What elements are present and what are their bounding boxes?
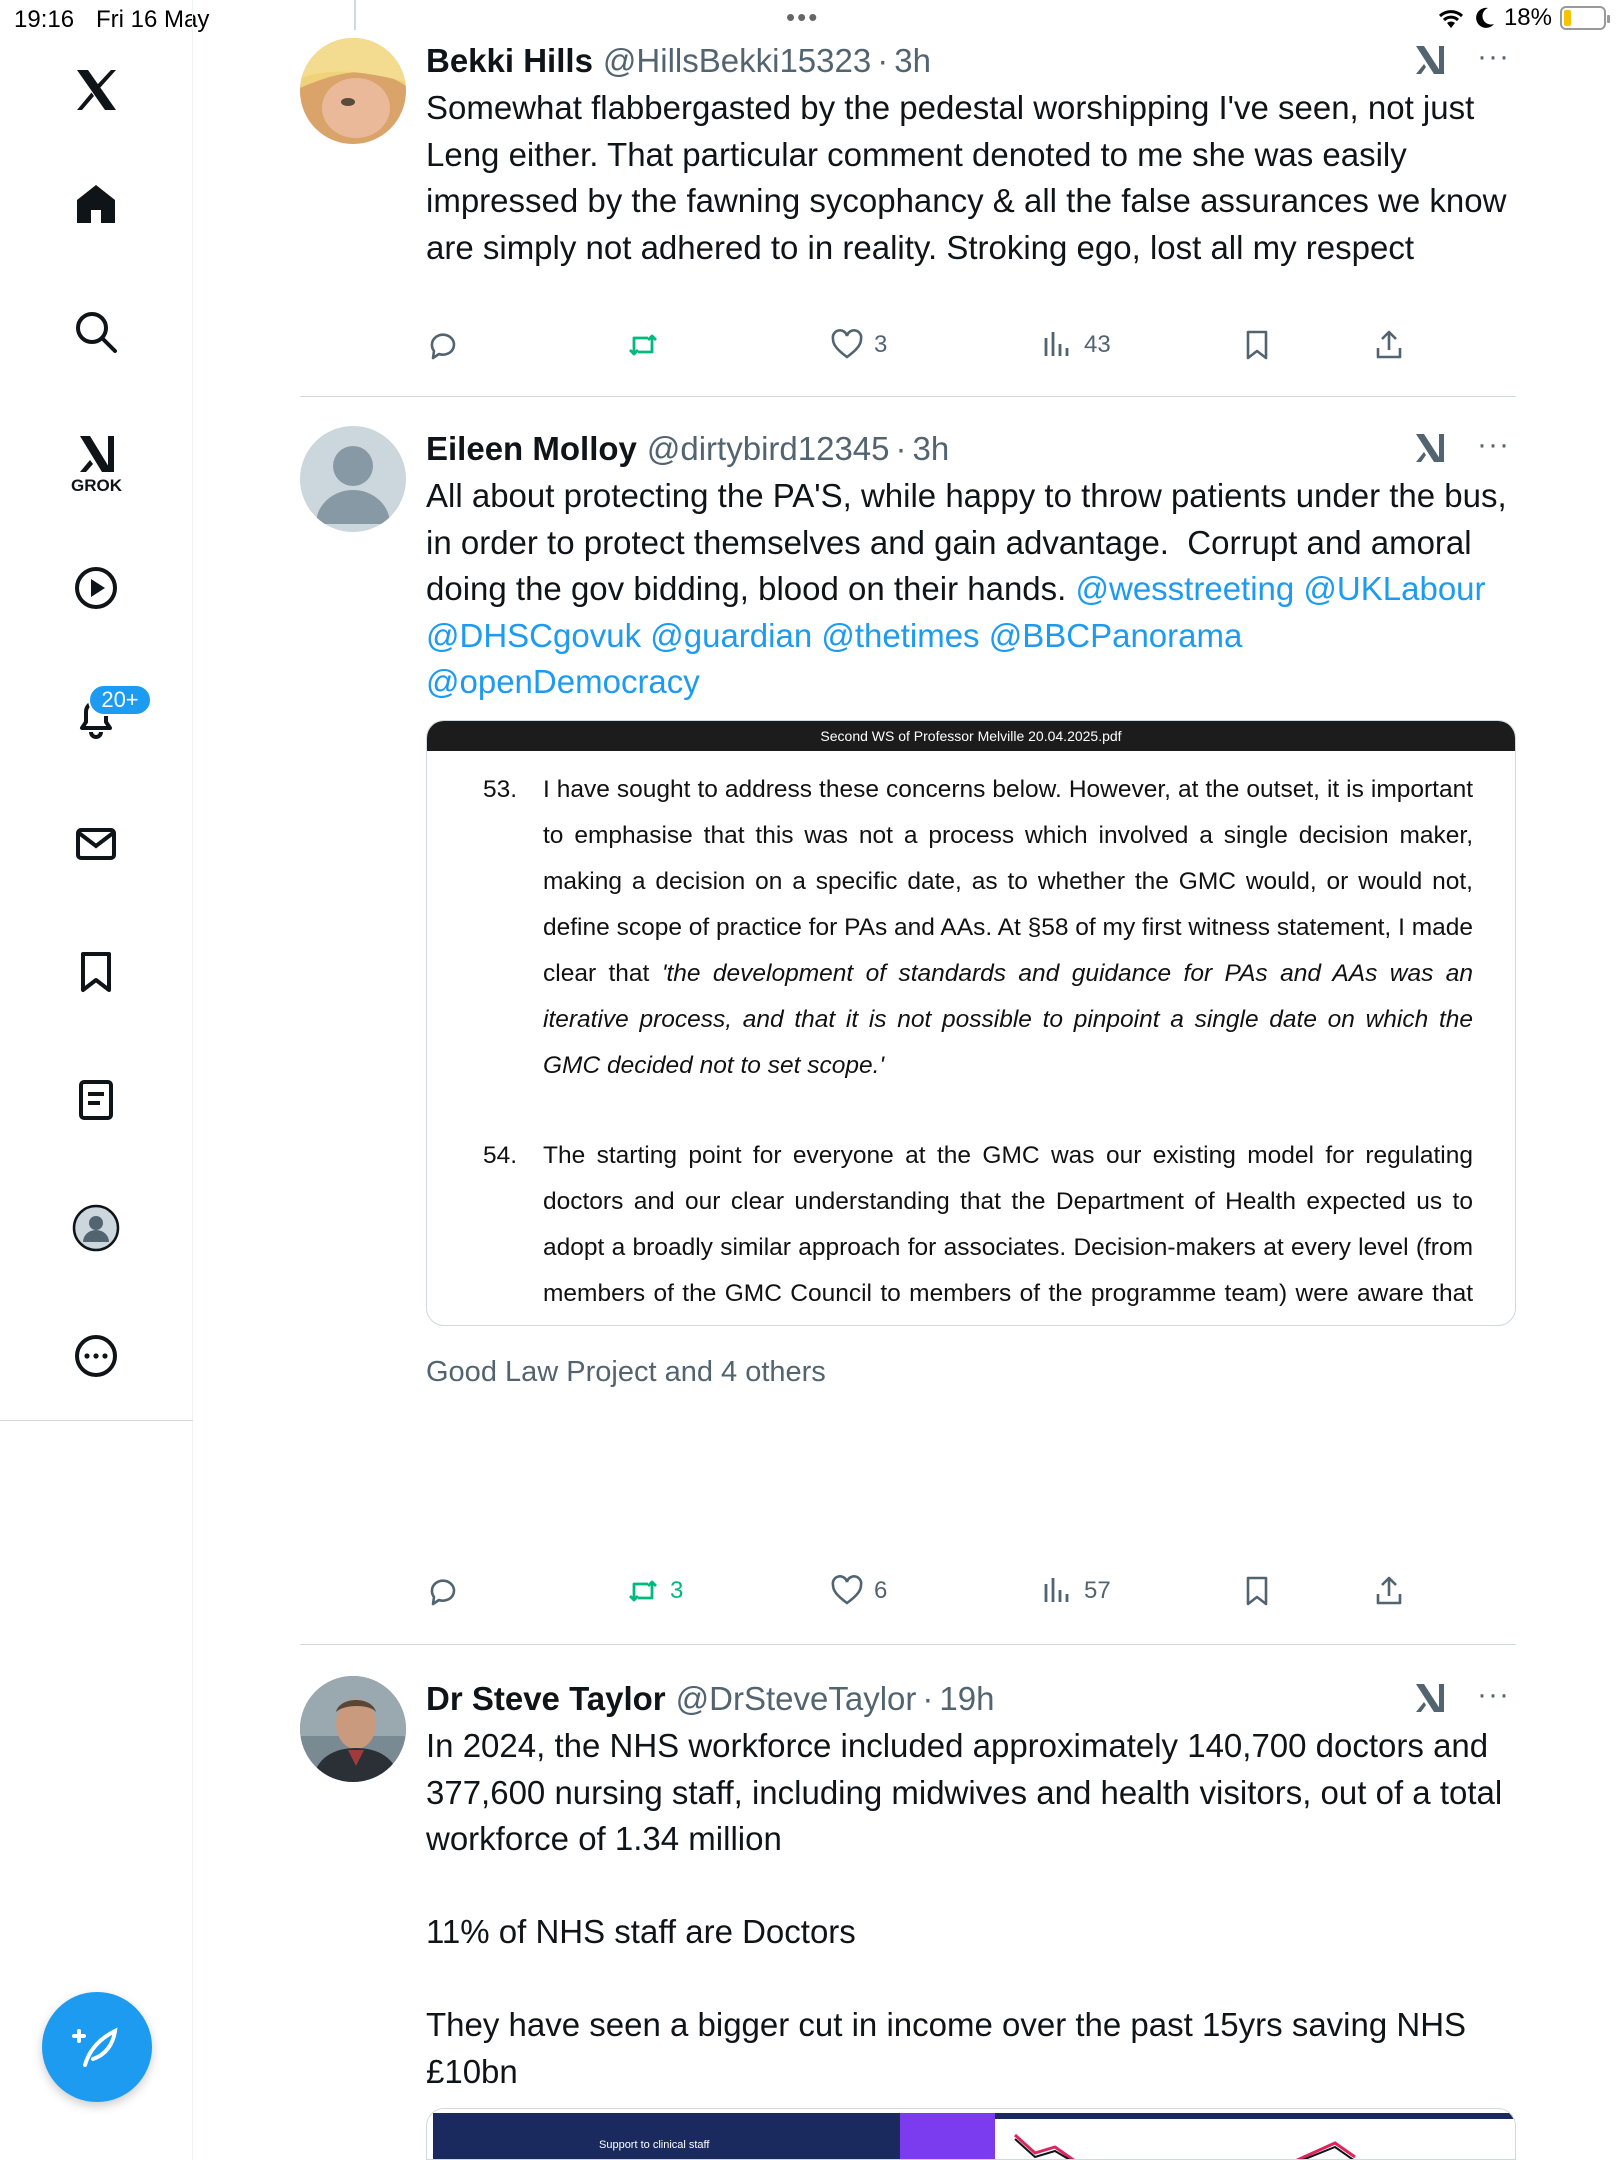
bookmarks-icon[interactable] [60, 936, 132, 1008]
document-paragraph-54: 54. The starting point for everyone at the GMC was our existing model for regulating doctors and our clear understanding that the Department of Health expected us to adopt a broadly similar approach for associates. Decision-makers at every level (from members of the GMC Council to members of the programme team) were aware that [483, 1142, 1473, 1307]
tweet-divider [300, 1644, 1516, 1645]
sidebar-divider [0, 1420, 193, 1421]
bookmark-icon [1240, 328, 1274, 362]
tweet-divider [300, 396, 1516, 397]
battery-percent: 18% [1503, 4, 1552, 31]
tweet-header: Bekki Hills @HillsBekki15323 · 3h [426, 42, 931, 79]
author-name[interactable]: Dr Steve Taylor [426, 1680, 666, 1717]
tweet-more-icon[interactable]: ··· [1477, 428, 1510, 461]
tweet-actions [426, 1574, 1516, 1620]
social-context[interactable]: Good Law Project and 4 others [426, 1356, 826, 1388]
bookmark-button[interactable] [1240, 328, 1274, 362]
status-bar [0, 0, 1620, 40]
author-handle[interactable]: @DrSteveTaylor [675, 1680, 917, 1717]
author-handle[interactable]: @dirtybird12345 [646, 430, 890, 467]
share-icon [1372, 328, 1406, 362]
media-caption: Support to clinical staff [433, 2113, 900, 2160]
wifi-icon [1436, 6, 1466, 30]
multitasking-dots-icon[interactable]: ••• [786, 2, 820, 32]
retweet-count: 3 [670, 1577, 684, 1604]
tweet-header: Dr Steve Taylor @DrSteveTaylor · 19h [426, 1680, 995, 1717]
share-button[interactable] [1372, 1574, 1406, 1608]
grok-explain-icon[interactable] [1412, 1680, 1448, 1716]
messages-icon[interactable] [60, 808, 132, 880]
tweet-more-icon[interactable]: ··· [1477, 40, 1510, 73]
like-button[interactable] [830, 1574, 887, 1608]
share-button[interactable] [1372, 328, 1406, 362]
sidebar [0, 0, 193, 2160]
retweet-icon [626, 328, 660, 362]
avatar[interactable] [300, 426, 406, 532]
compose-feather-icon [71, 2021, 123, 2073]
media-chart-preview [995, 2113, 1516, 2160]
views-chart-icon [1040, 1574, 1074, 1608]
video-icon[interactable] [60, 552, 132, 624]
document-paragraph-53: 53. I have sought to address these concerns below. However, at the outset, it is important to emphasise that this was not a process which involved a single decision maker, making a decision on a specific date, as to whether the GMC would, or would not, define scope of practice for PAs and AAs. At §58 of my first witness statement, I made clear that 'the development of standards and guidance for PAs and AAs was an iterative process, and that it is not possible to pinpoint a single date on which the GMC decided not to set scope.' [483, 776, 1473, 1079]
author-handle[interactable]: @HillsBekki15323 [602, 42, 872, 79]
reply-icon [426, 1574, 460, 1608]
heart-icon [830, 1574, 864, 1608]
bookmark-icon [1240, 1574, 1274, 1608]
like-button[interactable] [830, 328, 887, 362]
like-count: 6 [874, 1577, 888, 1604]
tweet-more-icon[interactable]: ··· [1477, 1678, 1510, 1711]
views-button[interactable] [1040, 328, 1111, 362]
bookmark-button[interactable] [1240, 1574, 1274, 1608]
status-indicators [1436, 4, 1606, 32]
retweet-icon [626, 1574, 660, 1608]
split-divider [354, 0, 356, 30]
search-icon[interactable] [60, 296, 132, 368]
share-icon [1372, 1574, 1406, 1608]
moon-icon [1474, 6, 1496, 30]
tweet-time[interactable]: 19h [939, 1680, 995, 1717]
author-name[interactable]: Bekki Hills [426, 42, 593, 79]
avatar[interactable] [300, 1676, 406, 1782]
status-date: Fri 16 May [96, 6, 210, 33]
retweet-button[interactable] [626, 1574, 683, 1608]
home-icon[interactable] [60, 168, 132, 240]
more-options-icon[interactable] [60, 1320, 132, 1392]
views-button[interactable] [1040, 1574, 1111, 1608]
tweet-actions [426, 328, 1516, 374]
grok-label: GROK [71, 476, 122, 495]
reply-button[interactable] [426, 1574, 460, 1608]
tweet-mentions[interactable]: @wesstreeting @UKLabour @DHSCgovuk @guardian @thetimes @BBCPanorama @openDemocracy [426, 570, 1495, 700]
status-time: 19:16 [14, 6, 75, 33]
views-chart-icon [1040, 328, 1074, 362]
attached-document-image[interactable] [426, 720, 1516, 1326]
lists-icon[interactable] [60, 1064, 132, 1136]
tweet-text: Somewhat flabbergasted by the pedestal worshipping I've seen, not just Leng either. That particular comment denoted to me she was easily impressed by the fawning sycophancy & all the false assurances we know are simply not adhered to in reality. Stroking ego, lost all my respect [426, 89, 1516, 266]
grok-explain-icon[interactable] [1412, 42, 1448, 78]
tweet-text: All about protecting the PA'S, while happy to throw patients under the bus, in order to protect themselves and gain advantage. Corrupt and amoral doing the gov bidding, blood on their hands. @wesstreeting @UKLabour @DHSCgovuk @guardian @thetimes @BBCPanorama @openDemocracy [426, 477, 1516, 700]
author-name[interactable]: Eileen Molloy [426, 430, 637, 467]
tweet-text: In 2024, the NHS workforce included approximately 140,700 doctors and 377,600 nursing staff, including midwives and health visitors, out of a total workforce of 1.34 million 11% of NHS staff are Doctors They have seen a bigger cut in income over the past 15yrs saving NHS £10bn [426, 1727, 1503, 2090]
x-logo-icon[interactable] [60, 54, 132, 126]
compose-post-button[interactable] [42, 1992, 152, 2102]
retweet-button[interactable] [626, 328, 660, 362]
battery-icon [1560, 6, 1606, 30]
tweet-time[interactable]: 3h [912, 430, 950, 467]
heart-icon [830, 328, 864, 362]
avatar[interactable] [300, 38, 406, 144]
notifications-badge: 20+ [88, 684, 152, 716]
reply-button[interactable] [426, 328, 460, 362]
grok-explain-icon[interactable] [1412, 430, 1448, 466]
tweet-header: Eileen Molloy @dirtybird12345 · 3h [426, 430, 950, 467]
attached-media-image[interactable] [426, 2108, 1516, 2160]
reply-icon [426, 328, 460, 362]
view-count: 43 [1084, 331, 1111, 358]
document-title: Second WS of Professor Melville 20.04.2025.pdf [427, 721, 1515, 751]
view-count: 57 [1084, 1577, 1111, 1604]
profile-icon[interactable] [60, 1192, 132, 1264]
tweet-time[interactable]: 3h [894, 42, 931, 79]
like-count: 3 [874, 331, 888, 358]
